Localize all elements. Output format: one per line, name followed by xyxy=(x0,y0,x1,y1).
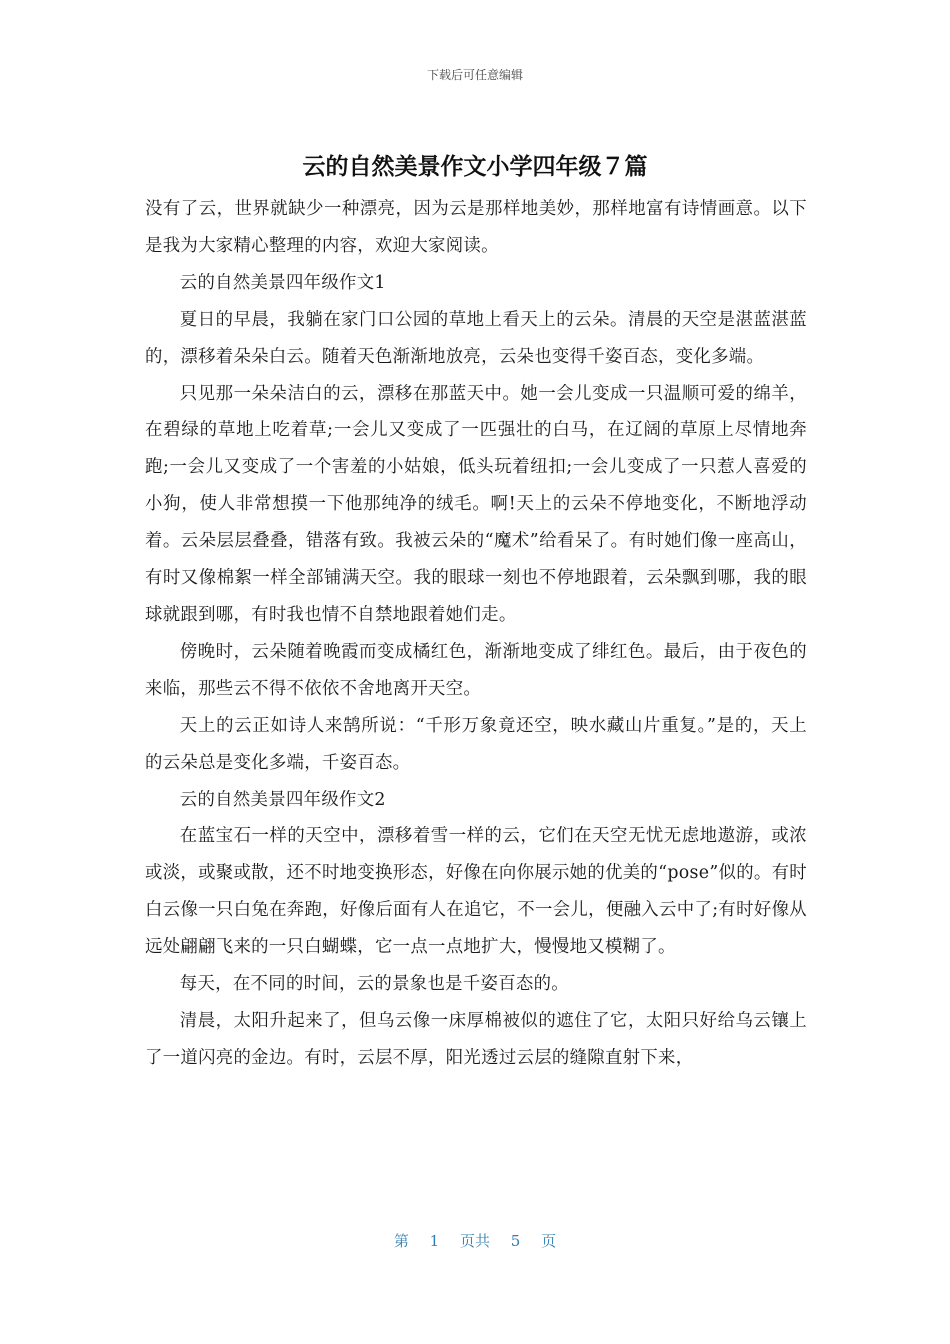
body-paragraph: 在蓝宝石一样的天空中，漂移着雪一样的云，它们在天空无忧无虑地遨游，或浓或淡，或聚或散，还不时地变换形态，好像在向你展示她的优美的“pose”似的。有时白云像一只白兔在奔跑，好像后面有人在追它，不一会儿，便融入云中了;有时好像从远处翩翩飞来的一只白蝴蝶，它一点一点地扩大，慢慢地又模糊了。 xyxy=(145,826,807,958)
body-paragraph: 夏日的早晨，我躺在家门口公园的草地上看天上的云朵。清晨的天空是湛蓝湛蓝的，漂移着朵朵白云。随着天色渐渐地放亮，云朵也变得千姿百态，变化多端。 xyxy=(145,309,807,367)
document-body xyxy=(145,191,807,1077)
document-title: 云的自然美景作文小学四年级７篇 xyxy=(302,154,648,180)
body-paragraph: 每天，在不同的时间，云的景象也是千姿百态的。 xyxy=(179,974,569,995)
body-paragraph: 只见那一朵朵洁白的云，漂移在那蓝天中。她一会儿变成一只温顺可爱的绵羊，在碧绿的草地上吃着草;一会儿又变成了一匹强壮的白马，在辽阔的草原上尽情地奔跑;一会儿又变成了一个害羞的小姑娘，低头玩着纽扣;一会儿变成了一只惹人喜爱的小狗，使人非常想摸一下他那纯净的绒毛。啊!天上的云朵不停地变化，不断地浮动着。云朵层层叠叠，错落有致。我被云朵的“魔术”给看呆了。有时她们像一座高山，有时又像棉絮一样全部铺满天空。我的眼球一刻也不停地跟着，云朵飘到哪，我的眼球就跟到哪，有时我也情不自禁地跟着她们走。 xyxy=(145,383,807,625)
section-heading-2: 云的自然美景四年级作文2 xyxy=(179,789,386,810)
intro-paragraph: 没有了云，世界就缺少一种漂亮，因为云是那样地美妙，那样地富有诗情画意。以下是我为大家精心整理的内容，欢迎大家阅读。 xyxy=(145,199,807,256)
body-paragraph: 清晨，太阳升起来了，但乌云像一床厚棉被似的遮住了它，太阳只好给乌云镶上了一道闪亮的金边。有时，云层不厚，阳光透过云层的缝隙直射下来， xyxy=(145,1010,807,1068)
page-number: 第 1 页共 5 页 xyxy=(393,1232,557,1250)
page-header-note: 下载后可任意编辑 xyxy=(426,68,523,82)
section-heading-1: 云的自然美景四年级作文1 xyxy=(179,272,386,293)
body-paragraph: 天上的云正如诗人来鹄所说：“千形万象竟还空，映水藏山片重复。”是的，天上的云朵总是变化多端，千姿百态。 xyxy=(145,715,807,773)
body-paragraph: 傍晚时，云朵随着晚霞而变成橘红色，渐渐地变成了绯红色。最后，由于夜色的来临，那些云不得不依依不舍地离开天空。 xyxy=(145,641,807,699)
